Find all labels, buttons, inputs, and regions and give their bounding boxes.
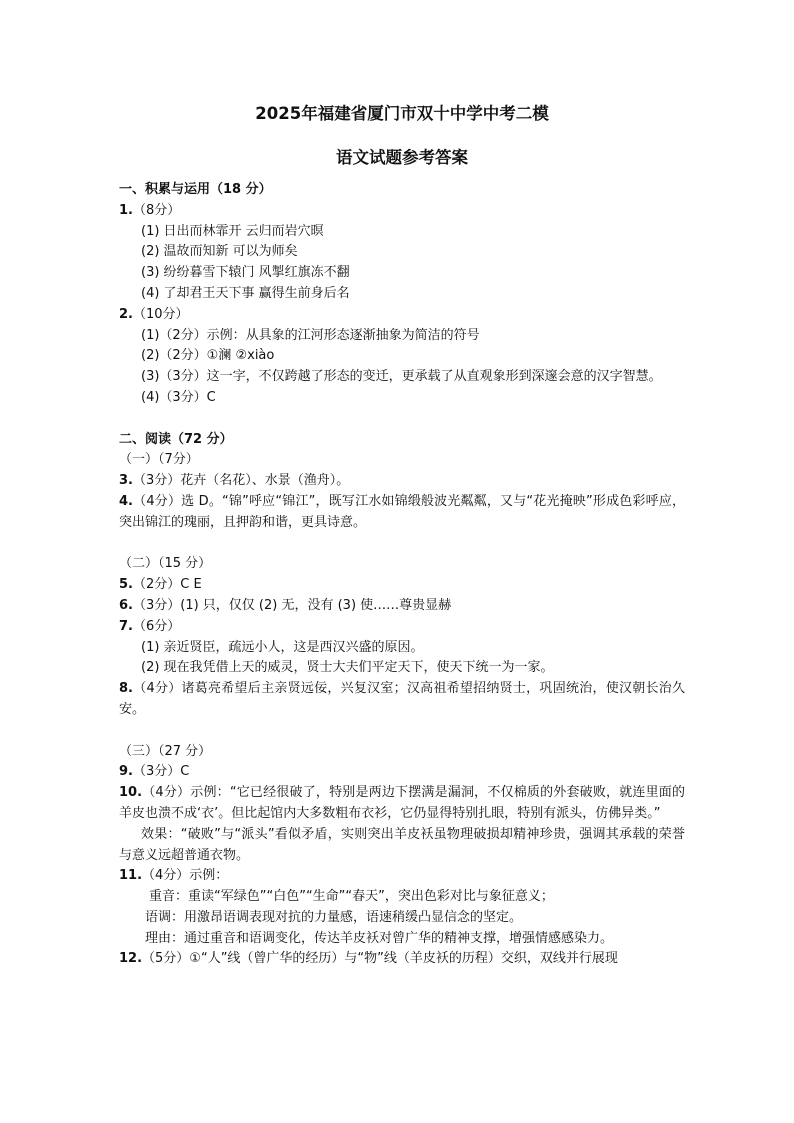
answer-line: (2) 温故而知新 可以为师矣	[141, 244, 298, 260]
answer-line: (2) 现在我凭借上天的威灵，贤士大夫们平定天下，使天下统一为一家。	[141, 660, 554, 676]
question-number: 12.	[119, 951, 143, 967]
question-4	[119, 492, 685, 534]
answer-line: 效果：“破败”与“派头”看似矛盾，实则突出羊皮袄虽物理破损却精神珍贵，强调其承载的荣誉与意义远超普通衣物。	[119, 826, 685, 863]
section-heading-2: 二、阅读（72 分）	[119, 431, 233, 447]
question-1	[119, 201, 685, 222]
question-11	[119, 866, 685, 887]
question-number: 5.	[119, 577, 133, 593]
answer-line: (3) 纷纷暮雪下辕门 风掣红旗冻不翻	[141, 265, 350, 281]
question-9	[119, 762, 685, 783]
answer-line: (1) 日出而林霏开 云归而岩穴暝	[141, 223, 324, 239]
answer-line: (2)（2分）①澜 ②xiào	[141, 348, 275, 364]
answer-text: （2分）C E	[132, 577, 202, 593]
question-score: （10分）	[132, 306, 189, 322]
section-heading-1: 一、积累与运用（18 分）	[119, 182, 272, 197]
answer-line: (1)（2分）示例：从具象的江河形态逐渐抽象为简洁的符号	[141, 327, 480, 343]
question-number: 4.	[119, 493, 133, 509]
question-5	[119, 575, 685, 596]
question-10	[119, 783, 685, 825]
question-number: 11.	[119, 868, 143, 884]
answer-text: （4分）示例：“它已经很破了，特别是两边下摆满是漏洞，不仅棉质的外套破败，就连里面的羊皮也溃不成‘衣’。但比起馆内大多数粗布衣衫，它仍显得特别扎眼，特别有派头，仿佛异类。”	[119, 785, 685, 821]
question-score: （6分）	[132, 618, 181, 634]
part-heading: （三）（27 分）	[119, 743, 212, 759]
answer-text: （3分）(1) 只，仅仅 (2) 无，没有 (3) 使……尊贵显赫	[132, 597, 452, 613]
answer-text: （4分）诸葛亮希望后主亲贤远佞，兴复汉室；汉高祖希望招纳贤士，巩固统治，使汉朝长治久安。	[119, 681, 685, 717]
question-2	[119, 305, 685, 326]
question-number: 6.	[119, 597, 133, 613]
question-number: 1.	[119, 202, 133, 218]
part-heading: （二）（15 分）	[119, 556, 212, 572]
document-subtitle: 语文试题参考答案	[336, 148, 468, 167]
answer-text: （5分）①“人”线（曾广华的经历）与“物”线（羊皮袄的历程）交织，双线并行展现	[142, 951, 618, 967]
question-6	[119, 596, 685, 617]
question-number: 7.	[119, 618, 133, 634]
answer-line: (1) 亲近贤臣，疏远小人，这是西汉兴盛的原因。	[141, 639, 424, 655]
answer-line: (4)（3分）C	[141, 389, 216, 405]
answer-text: （4分）选 D。“锦”呼应“锦江”，既写江水如锦缎般波光粼粼，又与“花光掩映”形成色彩呼应，突出锦江的瑰丽，且押韵和谐，更具诗意。	[119, 493, 685, 530]
part-heading: （一）（7分）	[119, 452, 199, 468]
question-12	[119, 949, 685, 970]
question-number: 9.	[119, 764, 133, 780]
document-title: 2025年福建省厦门市双十中学中考二模	[255, 104, 549, 123]
answer-line: (3)（3分）这一字，不仅跨越了形态的变迁，更承载了从直观象形到深邃会意的汉字智慧。	[141, 369, 662, 385]
answer-text: （3分）花卉（名花）、水景（渔舟）。	[132, 473, 350, 489]
answer-line: 理由：通过重音和语调变化，传达羊皮袄对曾广华的精神支撑，增强情感感染力。	[145, 930, 614, 946]
answer-line: (4) 了却君王天下事 赢得生前身后名	[141, 285, 350, 301]
question-number: 3.	[119, 473, 133, 489]
answer-line: 语调：用激昂语调表现对抗的力量感，语速稍缓凸显信念的坚定。	[145, 909, 523, 925]
answer-document	[119, 104, 685, 970]
question-number: 2.	[119, 306, 133, 322]
answer-line: 重音：重读“军绿色”“白色”“生命”“春天”，突出色彩对比与象征意义；	[149, 889, 554, 905]
answer-text: （3分）C	[132, 764, 190, 780]
question-score: （8分）	[132, 202, 181, 218]
answer-text: （4分）示例：	[142, 868, 229, 884]
question-3	[119, 471, 685, 492]
question-7	[119, 617, 685, 638]
question-8	[119, 679, 685, 721]
question-number: 10.	[119, 785, 143, 801]
question-number: 8.	[119, 681, 133, 697]
